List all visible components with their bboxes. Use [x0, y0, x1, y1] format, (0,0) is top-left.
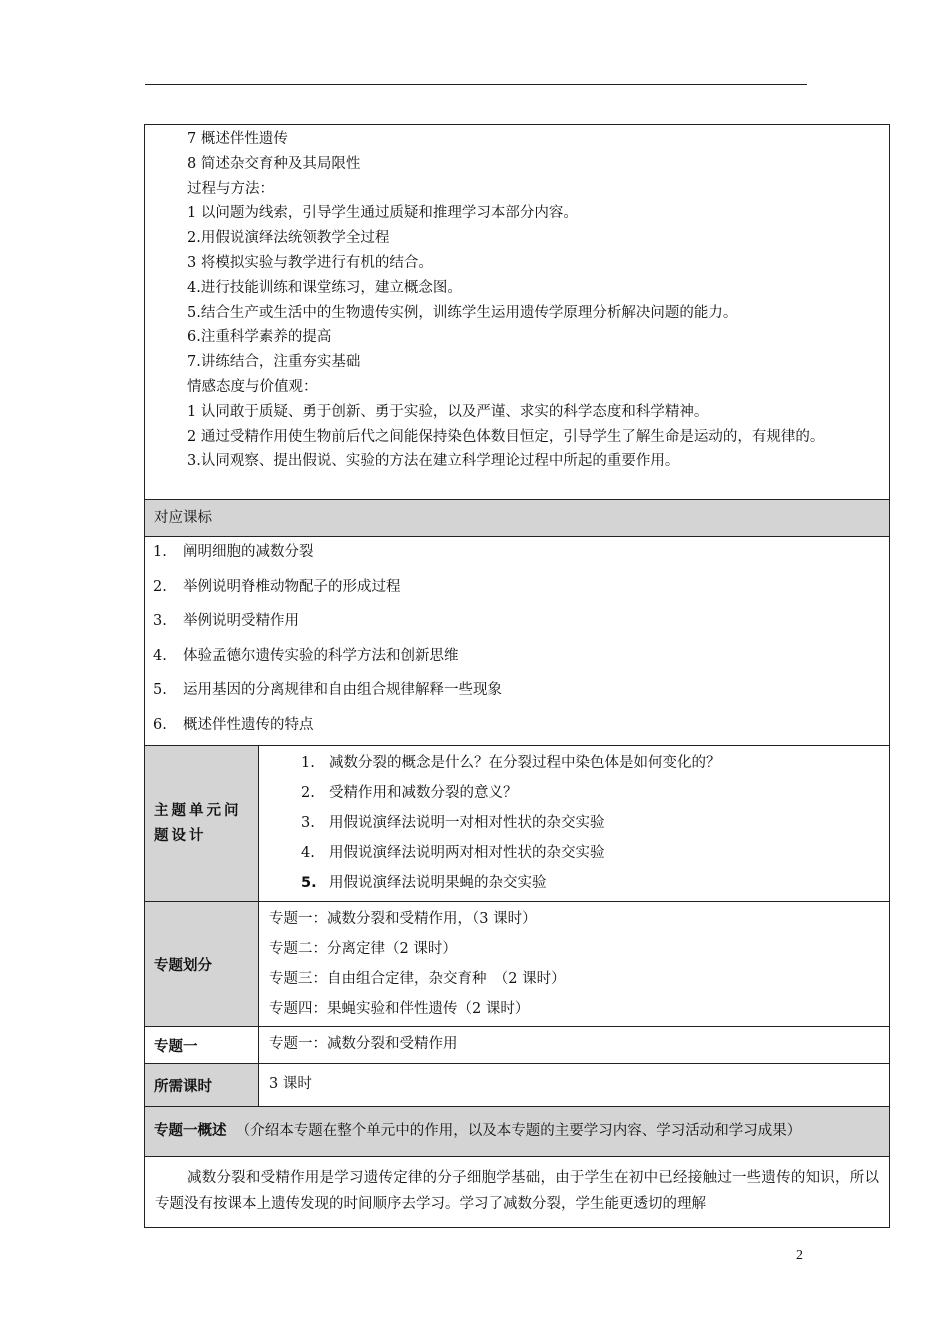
objective-line: 1 认同敢于质疑、勇于创新、勇于实验，以及严谨、求实的科学态度和科学精神。 — [187, 403, 709, 420]
objective-subheading: 过程与方法： — [187, 180, 274, 197]
unit-plan-table — [144, 124, 890, 1228]
objective-line: 2 通过受精作用使生物前后代之间能保持染色体数目恒定，引导学生了解生命是运动的，有规律的。 — [187, 428, 825, 445]
list-item: 4. 用假说演绎法说明两对相对性状的杂交实验 — [301, 845, 605, 861]
hours-row — [145, 1064, 889, 1107]
overview-label: 专题一概述 — [154, 1123, 227, 1139]
objective-line: 3.认同观察、提出假说、实验的方法在建立科学理论过程中所起的重要作用。 — [187, 453, 680, 470]
list-item: 3. 用假说演绎法说明一对相对性状的杂交实验 — [301, 815, 605, 831]
objective-line: 5.结合生产或生活中的生物遗传实例，训练学生运用遗传学原理分析解决问题的能力。 — [187, 304, 738, 321]
objective-line: 7.讲练结合，注重夯实基础 — [187, 354, 361, 371]
hours-label: 所需课时 — [145, 1064, 259, 1106]
questions-list — [259, 746, 889, 901]
list-item: 专题四：果蝇实验和伴性遗传（2 课时） — [269, 1001, 530, 1017]
topic-one-label: 专题一 — [145, 1027, 259, 1063]
objective-line: 8 简述杂交育种及其局限性 — [187, 155, 361, 172]
overview-heading — [145, 1107, 889, 1157]
objectives-cell — [145, 125, 889, 500]
list-item: 5. 运用基因的分离规律和自由组合规律解释一些现象 — [153, 682, 502, 698]
list-item: 专题一：减数分裂和受精作用，（3 课时） — [269, 911, 537, 927]
list-item: 2. 受精作用和减数分裂的意义？ — [301, 785, 518, 801]
list-item: 3. 举例说明受精作用 — [153, 613, 299, 629]
topic-one-value: 专题一：减数分裂和受精作用 — [269, 1036, 458, 1052]
division-row — [145, 902, 889, 1027]
questions-row — [145, 746, 889, 902]
division-list — [259, 902, 889, 1026]
header-rule — [145, 84, 807, 85]
objective-line: 2.用假说演绎法统领教学全过程 — [187, 230, 390, 247]
overview-body: 减数分裂和受精作用是学习遗传定律的分子细胞学基础，由于学生在初中已经接触过一些遗传的知识，所以专题没有按课本上遗传发现的时间顺序去学习。学习了减数分裂，学生能更透切的理解 — [155, 1170, 879, 1212]
topic-one-row — [145, 1027, 889, 1064]
objective-line: 1 以问题为线索，引导学生通过质疑和推理学习本部分内容。 — [187, 205, 578, 222]
overview-note: （介绍本专题在整个单元中的作用，以及本专题的主要学习内容、学习活动和学习成果） — [235, 1123, 802, 1139]
objective-line: 6.注重科学素养的提高 — [187, 329, 332, 346]
list-item: 专题三：自由组合定律，杂交育种 （2 课时） — [269, 971, 566, 987]
list-item: 5. 用假说演绎法说明果蝇的杂交实验 — [301, 875, 547, 891]
objective-subheading: 情感态度与价值观： — [187, 378, 318, 395]
division-label: 专题划分 — [145, 902, 259, 1026]
list-item: 专题二：分离定律（2 课时） — [269, 941, 457, 957]
objective-line: 7 概述伴性遗传 — [187, 131, 288, 147]
objective-line: 3 将模拟实验与教学进行有机的结合。 — [187, 254, 433, 271]
objective-line: 4.进行技能训练和课堂练习，建立概念图。 — [187, 279, 462, 296]
list-item: 2. 举例说明脊椎动物配子的形成过程 — [153, 578, 401, 595]
standards-list — [145, 537, 889, 746]
list-item: 4. 体验孟德尔遗传实验的科学方法和创新思维 — [153, 647, 459, 664]
hours-value: 3 课时 — [269, 1076, 312, 1092]
list-item: 1. 减数分裂的概念是什么？在分裂过程中染色体是如何变化的？ — [301, 755, 721, 771]
questions-label: 主题单元问题设计 — [145, 746, 259, 901]
list-item: 6. 概述伴性遗传的特点 — [153, 716, 314, 733]
list-item: 1. 阐明细胞的减数分裂 — [153, 544, 314, 560]
page-number: 2 — [796, 1248, 803, 1263]
standards-heading: 对应课标 — [145, 500, 889, 537]
